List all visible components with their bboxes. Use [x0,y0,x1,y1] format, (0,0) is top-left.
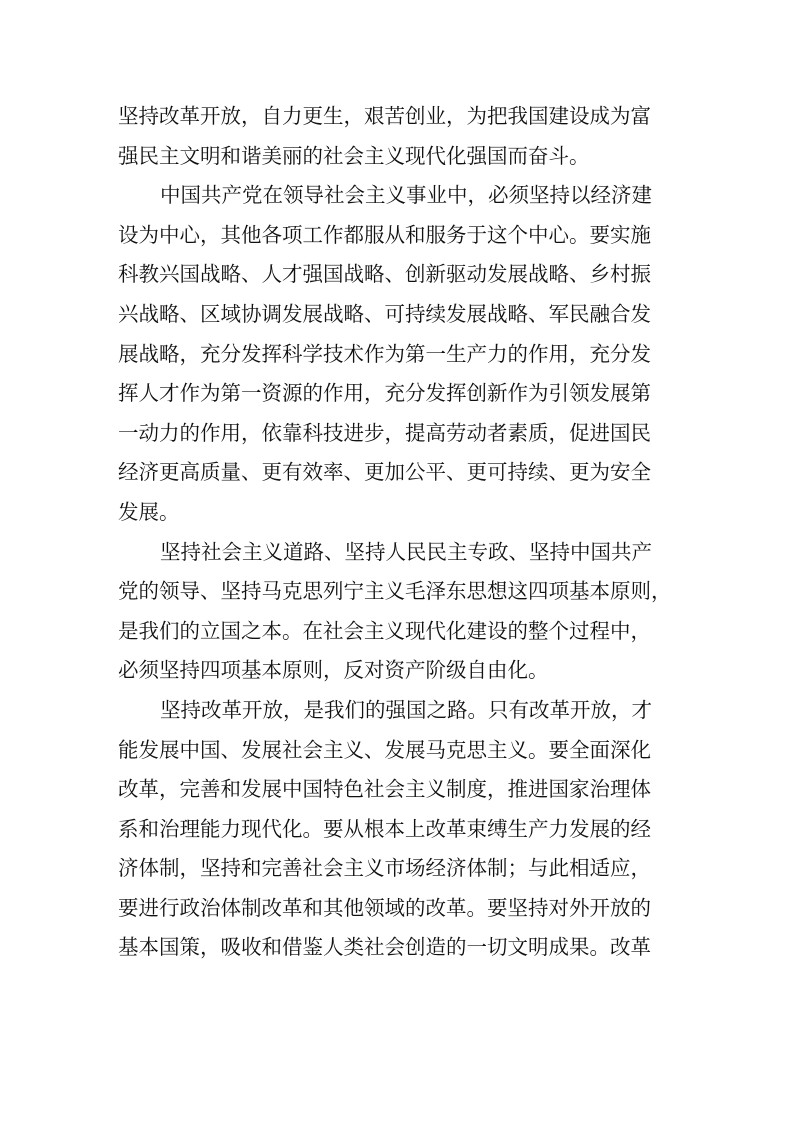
body-text [118,97,678,968]
text-line: 坚持改革开放，自力更生，艰苦创业，为把我国建设成为富 [118,104,651,128]
text-line: 要进行政治体制改革和其他领域的改革。要坚持对外开放的 [118,895,651,920]
text-line: 挥人才作为第一资源的作用，充分发挥创新作为引领发展第 [118,381,651,406]
text-line: 坚持社会主义道路、坚持人民民主专政、坚持中国共产 [160,539,652,564]
text-line: 系和治理能力现代化。要从根本上改革束缚生产力发展的经 [118,816,651,841]
text-line: 必须坚持四项基本原则，反对资产阶级自由化。 [118,658,549,683]
text-line: 坚持改革开放，是我们的强国之路。只有改革开放，才 [160,697,652,722]
text-line: 党的领导、坚持马克思列宁主义毛泽东思想这四项基本原则， [118,579,672,604]
text-line: 是我们的立国之本。在社会主义现代化建设的整个过程中， [118,618,651,643]
text-line: 能发展中国、发展社会主义、发展马克思主义。要全面深化 [118,737,651,762]
text-line: 经济更高质量、更有效率、更加公平、更可持续、更为安全 [118,460,651,485]
text-line: 中国共产党在领导社会主义事业中，必须坚持以经济建 [160,183,652,208]
text-line: 发展。 [118,499,180,524]
text-line: 改革，完善和发展中国特色社会主义制度，推进国家治理体 [118,777,651,802]
text-line: 科教兴国战略、人才强国战略、创新驱动发展战略、乡村振 [118,262,651,287]
text-line: 强民主文明和谐美丽的社会主义现代化强国而奋斗。 [118,143,590,168]
text-line: 一动力的作用，依靠科技进步，提高劳动者素质，促进国民 [118,420,651,445]
text-line: 展战略，充分发挥科学技术作为第一生产力的作用，充分发 [118,341,651,366]
text-line: 基本国策，吸收和借鉴人类社会创造的一切文明成果。改革 [118,935,651,960]
text-line: 济体制，坚持和完善社会主义市场经济体制；与此相适应， [118,856,651,881]
text-line: 兴战略、区域协调发展战略、可持续发展战略、军民融合发 [118,301,651,326]
text-line: 设为中心，其他各项工作都服从和服务于这个中心。要实施 [118,222,651,247]
